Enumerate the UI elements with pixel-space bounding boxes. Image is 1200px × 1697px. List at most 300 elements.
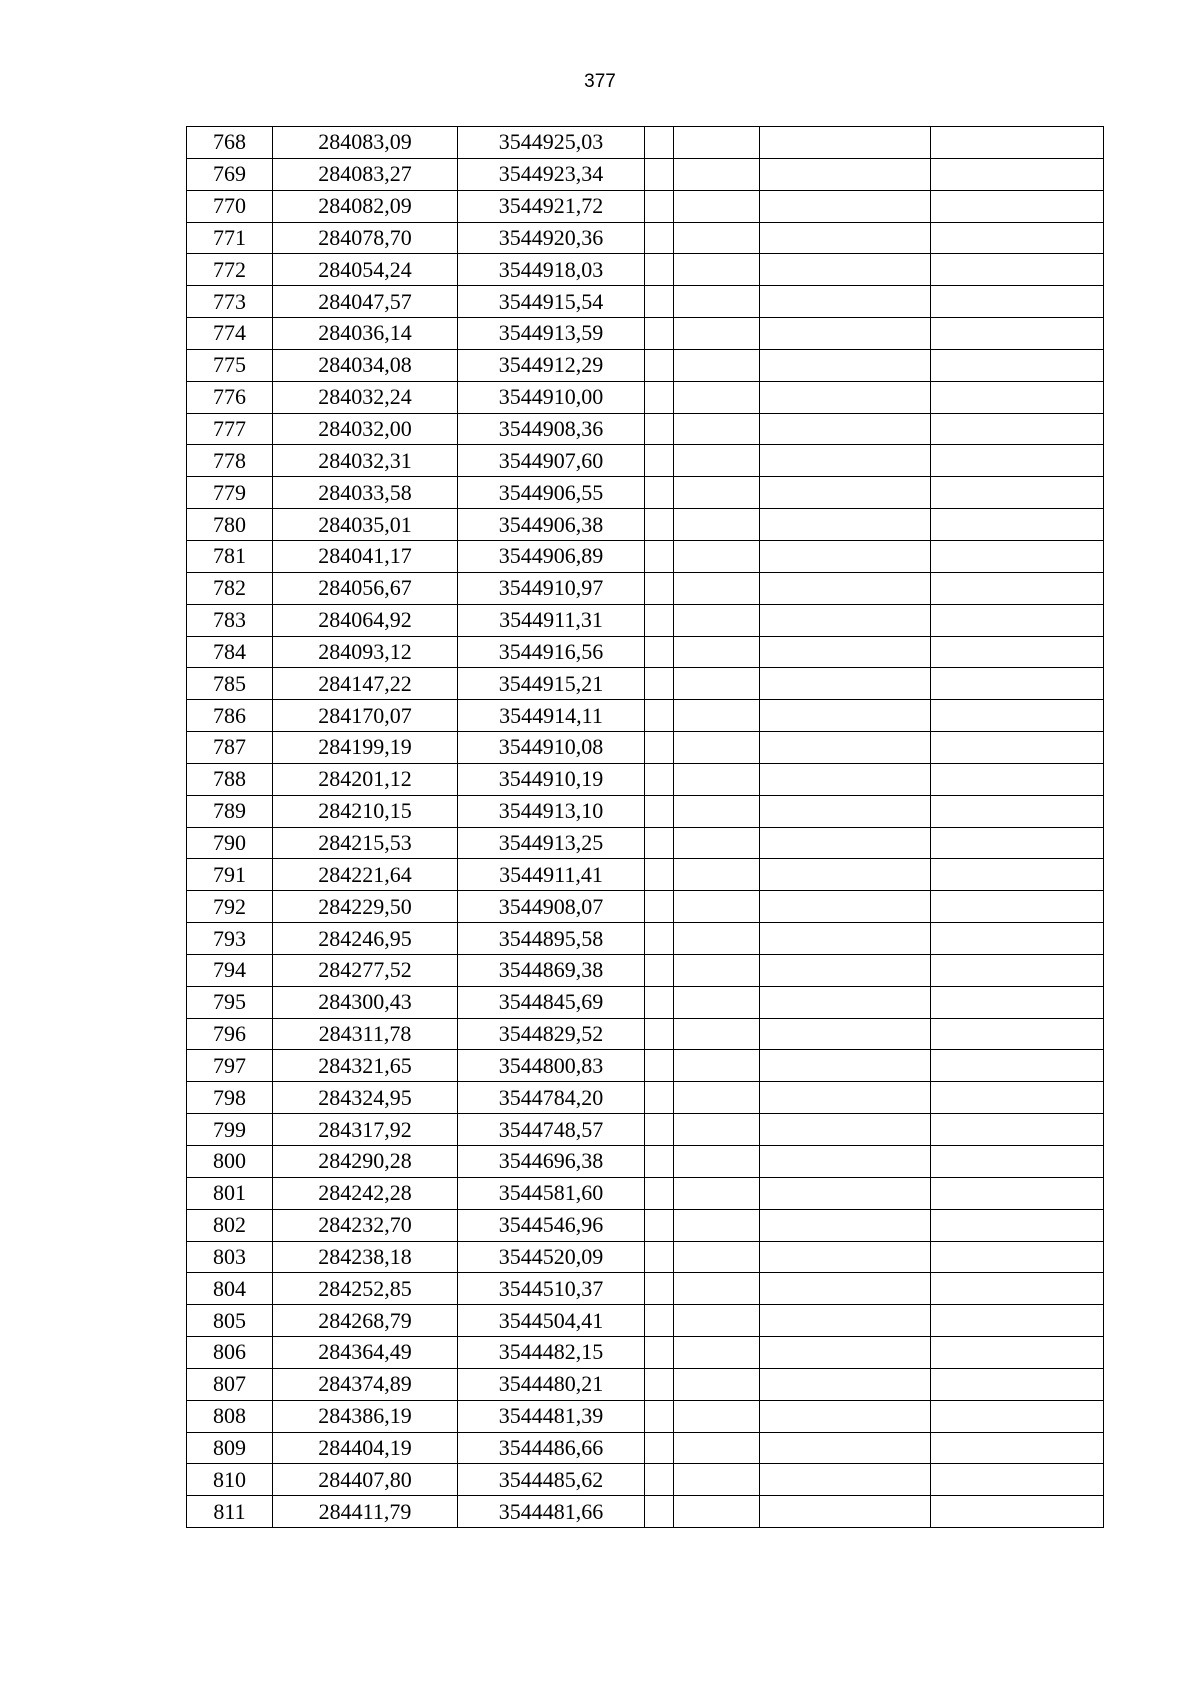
point-number-cell: 769 [187,158,273,190]
x-coordinate-cell: 284056,67 [273,572,458,604]
table-row [187,732,1104,764]
y-coordinate-cell: 3544913,59 [458,318,645,350]
y-coordinate-cell: 3544912,29 [458,349,645,381]
x-coordinate-cell: 284201,12 [273,763,458,795]
point-number-cell: 770 [187,190,273,222]
point-number-cell: 789 [187,795,273,827]
x-coordinate-cell: 284300,43 [273,986,458,1018]
empty-cell [931,923,1104,955]
table-row [187,891,1104,923]
empty-cell [645,636,674,668]
empty-cell [760,954,931,986]
table-row [187,1209,1104,1241]
table-row [187,477,1104,509]
empty-cell [760,318,931,350]
empty-cell [931,1432,1104,1464]
empty-cell [760,349,931,381]
empty-cell [645,891,674,923]
empty-cell [760,1273,931,1305]
table-row [187,1464,1104,1496]
empty-cell [674,1209,760,1241]
empty-cell [674,381,760,413]
x-coordinate-cell: 284311,78 [273,1018,458,1050]
empty-cell [760,1305,931,1337]
table-row [187,859,1104,891]
y-coordinate-cell: 3544910,00 [458,381,645,413]
empty-cell [645,477,674,509]
empty-cell [674,636,760,668]
point-number-cell: 795 [187,986,273,1018]
empty-cell [931,1241,1104,1273]
empty-cell [645,923,674,955]
empty-cell [931,1464,1104,1496]
point-number-cell: 797 [187,1050,273,1082]
x-coordinate-cell: 284252,85 [273,1273,458,1305]
y-coordinate-cell: 3544915,21 [458,668,645,700]
coordinates-table-body [187,127,1104,1528]
empty-cell [674,222,760,254]
empty-cell [931,1496,1104,1528]
empty-cell [760,509,931,541]
empty-cell [931,1400,1104,1432]
empty-cell [674,1400,760,1432]
empty-cell [674,1337,760,1369]
x-coordinate-cell: 284386,19 [273,1400,458,1432]
empty-cell [760,636,931,668]
empty-cell [760,1464,931,1496]
empty-cell [760,604,931,636]
point-number-cell: 788 [187,763,273,795]
point-number-cell: 791 [187,859,273,891]
empty-cell [760,1018,931,1050]
point-number-cell: 806 [187,1337,273,1369]
table-row [187,127,1104,159]
empty-cell [931,1114,1104,1146]
x-coordinate-cell: 284032,00 [273,413,458,445]
empty-cell [674,668,760,700]
table-row [187,222,1104,254]
empty-cell [760,923,931,955]
y-coordinate-cell: 3544908,36 [458,413,645,445]
y-coordinate-cell: 3544481,66 [458,1496,645,1528]
y-coordinate-cell: 3544911,31 [458,604,645,636]
table-row [187,190,1104,222]
x-coordinate-cell: 284246,95 [273,923,458,955]
table-row [187,700,1104,732]
empty-cell [674,1241,760,1273]
table-row [187,1305,1104,1337]
empty-cell [645,763,674,795]
table-row [187,604,1104,636]
empty-cell [645,1464,674,1496]
empty-cell [760,477,931,509]
empty-cell [760,1432,931,1464]
empty-cell [645,445,674,477]
empty-cell [645,254,674,286]
empty-cell [931,1209,1104,1241]
table-row [187,1050,1104,1082]
empty-cell [674,1018,760,1050]
x-coordinate-cell: 284374,89 [273,1368,458,1400]
empty-cell [931,668,1104,700]
point-number-cell: 801 [187,1177,273,1209]
point-number-cell: 780 [187,509,273,541]
empty-cell [645,1305,674,1337]
point-number-cell: 777 [187,413,273,445]
empty-cell [645,795,674,827]
empty-cell [674,1496,760,1528]
empty-cell [760,1496,931,1528]
y-coordinate-cell: 3544910,97 [458,572,645,604]
empty-cell [645,413,674,445]
point-number-cell: 794 [187,954,273,986]
point-number-cell: 805 [187,1305,273,1337]
table-row [187,1177,1104,1209]
point-number-cell: 773 [187,286,273,318]
empty-cell [931,1337,1104,1369]
empty-cell [931,509,1104,541]
table-row [187,254,1104,286]
empty-cell [674,763,760,795]
empty-cell [931,827,1104,859]
empty-cell [931,763,1104,795]
empty-cell [931,1368,1104,1400]
empty-cell [931,1305,1104,1337]
table-row [187,445,1104,477]
table-row [187,381,1104,413]
empty-cell [645,1273,674,1305]
point-number-cell: 768 [187,127,273,159]
y-coordinate-cell: 3544748,57 [458,1114,645,1146]
empty-cell [760,286,931,318]
table-row [187,1082,1104,1114]
table-row [187,1018,1104,1050]
point-number-cell: 808 [187,1400,273,1432]
empty-cell [760,1337,931,1369]
empty-cell [674,413,760,445]
table-row [187,795,1104,827]
y-coordinate-cell: 3544906,38 [458,509,645,541]
x-coordinate-cell: 284321,65 [273,1050,458,1082]
x-coordinate-cell: 284041,17 [273,540,458,572]
empty-cell [674,986,760,1018]
empty-cell [760,859,931,891]
x-coordinate-cell: 284215,53 [273,827,458,859]
empty-cell [760,413,931,445]
empty-cell [674,318,760,350]
empty-cell [674,954,760,986]
empty-cell [931,254,1104,286]
table-row [187,1368,1104,1400]
empty-cell [645,1337,674,1369]
y-coordinate-cell: 3544918,03 [458,254,645,286]
empty-cell [760,254,931,286]
empty-cell [674,1432,760,1464]
y-coordinate-cell: 3544869,38 [458,954,645,986]
empty-cell [674,1114,760,1146]
empty-cell [674,923,760,955]
empty-cell [931,700,1104,732]
y-coordinate-cell: 3544480,21 [458,1368,645,1400]
x-coordinate-cell: 284238,18 [273,1241,458,1273]
empty-cell [760,700,931,732]
empty-cell [760,1177,931,1209]
empty-cell [645,1432,674,1464]
y-coordinate-cell: 3544784,20 [458,1082,645,1114]
empty-cell [760,891,931,923]
table-row [187,827,1104,859]
x-coordinate-cell: 284232,70 [273,1209,458,1241]
x-coordinate-cell: 284317,92 [273,1114,458,1146]
x-coordinate-cell: 284035,01 [273,509,458,541]
empty-cell [645,859,674,891]
empty-cell [760,572,931,604]
x-coordinate-cell: 284324,95 [273,1082,458,1114]
empty-cell [931,891,1104,923]
x-coordinate-cell: 284078,70 [273,222,458,254]
empty-cell [760,795,931,827]
x-coordinate-cell: 284036,14 [273,318,458,350]
table-row [187,1400,1104,1432]
empty-cell [931,954,1104,986]
y-coordinate-cell: 3544921,72 [458,190,645,222]
x-coordinate-cell: 284229,50 [273,891,458,923]
y-coordinate-cell: 3544546,96 [458,1209,645,1241]
x-coordinate-cell: 284210,15 [273,795,458,827]
empty-cell [645,1018,674,1050]
y-coordinate-cell: 3544913,10 [458,795,645,827]
empty-cell [674,859,760,891]
empty-cell [645,1241,674,1273]
empty-cell [674,1146,760,1178]
empty-cell [931,127,1104,159]
y-coordinate-cell: 3544906,89 [458,540,645,572]
empty-cell [760,381,931,413]
empty-cell [674,445,760,477]
empty-cell [760,1241,931,1273]
y-coordinate-cell: 3544910,08 [458,732,645,764]
x-coordinate-cell: 284404,19 [273,1432,458,1464]
x-coordinate-cell: 284268,79 [273,1305,458,1337]
empty-cell [931,859,1104,891]
empty-cell [931,445,1104,477]
table-row [187,1432,1104,1464]
page-number: 377 [584,71,616,92]
table-row [187,540,1104,572]
y-coordinate-cell: 3544510,37 [458,1273,645,1305]
empty-cell [760,827,931,859]
y-coordinate-cell: 3544829,52 [458,1018,645,1050]
point-number-cell: 803 [187,1241,273,1273]
empty-cell [674,1273,760,1305]
table-row [187,413,1104,445]
empty-cell [645,158,674,190]
y-coordinate-cell: 3544920,36 [458,222,645,254]
y-coordinate-cell: 3544908,07 [458,891,645,923]
point-number-cell: 798 [187,1082,273,1114]
empty-cell [760,1209,931,1241]
point-number-cell: 799 [187,1114,273,1146]
empty-cell [674,158,760,190]
point-number-cell: 785 [187,668,273,700]
empty-cell [674,604,760,636]
point-number-cell: 790 [187,827,273,859]
table-row [187,763,1104,795]
empty-cell [674,477,760,509]
point-number-cell: 779 [187,477,273,509]
empty-cell [760,1368,931,1400]
x-coordinate-cell: 284054,24 [273,254,458,286]
empty-cell [931,190,1104,222]
empty-cell [931,636,1104,668]
empty-cell [645,1368,674,1400]
empty-cell [931,413,1104,445]
point-number-cell: 772 [187,254,273,286]
empty-cell [674,700,760,732]
table-row [187,349,1104,381]
empty-cell [674,795,760,827]
y-coordinate-cell: 3544914,11 [458,700,645,732]
empty-cell [931,1018,1104,1050]
empty-cell [760,1114,931,1146]
empty-cell [645,381,674,413]
empty-cell [645,986,674,1018]
empty-cell [760,763,931,795]
y-coordinate-cell: 3544481,39 [458,1400,645,1432]
empty-cell [760,158,931,190]
y-coordinate-cell: 3544486,66 [458,1432,645,1464]
table-row [187,509,1104,541]
empty-cell [645,286,674,318]
empty-cell [931,286,1104,318]
empty-cell [645,1496,674,1528]
empty-cell [760,1050,931,1082]
x-coordinate-cell: 284221,64 [273,859,458,891]
empty-cell [645,1050,674,1082]
point-number-cell: 774 [187,318,273,350]
empty-cell [674,286,760,318]
empty-cell [931,572,1104,604]
x-coordinate-cell: 284032,24 [273,381,458,413]
empty-cell [674,190,760,222]
empty-cell [674,1368,760,1400]
empty-cell [931,1082,1104,1114]
empty-cell [931,349,1104,381]
y-coordinate-cell: 3544696,38 [458,1146,645,1178]
empty-cell [760,1082,931,1114]
x-coordinate-cell: 284199,19 [273,732,458,764]
empty-cell [674,827,760,859]
table-row [187,1273,1104,1305]
empty-cell [760,1146,931,1178]
empty-cell [645,700,674,732]
x-coordinate-cell: 284093,12 [273,636,458,668]
y-coordinate-cell: 3544895,58 [458,923,645,955]
y-coordinate-cell: 3544520,09 [458,1241,645,1273]
point-number-cell: 784 [187,636,273,668]
table-row [187,923,1104,955]
point-number-cell: 800 [187,1146,273,1178]
empty-cell [645,572,674,604]
empty-cell [931,1177,1104,1209]
empty-cell [674,1464,760,1496]
empty-cell [645,1114,674,1146]
x-coordinate-cell: 284242,28 [273,1177,458,1209]
empty-cell [760,668,931,700]
empty-cell [674,891,760,923]
empty-cell [760,190,931,222]
empty-cell [645,827,674,859]
empty-cell [674,1082,760,1114]
y-coordinate-cell: 3544925,03 [458,127,645,159]
y-coordinate-cell: 3544482,15 [458,1337,645,1369]
empty-cell [674,127,760,159]
empty-cell [931,158,1104,190]
y-coordinate-cell: 3544800,83 [458,1050,645,1082]
table-row [187,954,1104,986]
point-number-cell: 810 [187,1464,273,1496]
empty-cell [674,349,760,381]
empty-cell [931,318,1104,350]
x-coordinate-cell: 284034,08 [273,349,458,381]
y-coordinate-cell: 3544504,41 [458,1305,645,1337]
table-row [187,1114,1104,1146]
table-row [187,636,1104,668]
empty-cell [645,1146,674,1178]
x-coordinate-cell: 284033,58 [273,477,458,509]
table-row [187,158,1104,190]
y-coordinate-cell: 3544911,41 [458,859,645,891]
empty-cell [931,1146,1104,1178]
empty-cell [645,509,674,541]
y-coordinate-cell: 3544845,69 [458,986,645,1018]
empty-cell [931,732,1104,764]
empty-cell [931,986,1104,1018]
empty-cell [674,572,760,604]
point-number-cell: 793 [187,923,273,955]
table-row [187,986,1104,1018]
empty-cell [931,1050,1104,1082]
empty-cell [931,222,1104,254]
empty-cell [931,381,1104,413]
x-coordinate-cell: 284170,07 [273,700,458,732]
empty-cell [760,1400,931,1432]
empty-cell [645,318,674,350]
y-coordinate-cell: 3544907,60 [458,445,645,477]
empty-cell [760,127,931,159]
x-coordinate-cell: 284083,09 [273,127,458,159]
empty-cell [645,1082,674,1114]
empty-cell [760,222,931,254]
table-row [187,1337,1104,1369]
x-coordinate-cell: 284407,80 [273,1464,458,1496]
point-number-cell: 771 [187,222,273,254]
y-coordinate-cell: 3544923,34 [458,158,645,190]
table-row [187,668,1104,700]
point-number-cell: 783 [187,604,273,636]
x-coordinate-cell: 284064,92 [273,604,458,636]
table-row [187,318,1104,350]
empty-cell [645,190,674,222]
x-coordinate-cell: 284032,31 [273,445,458,477]
empty-cell [645,222,674,254]
empty-cell [674,732,760,764]
empty-cell [645,954,674,986]
y-coordinate-cell: 3544485,62 [458,1464,645,1496]
table-row [187,1496,1104,1528]
x-coordinate-cell: 284290,28 [273,1146,458,1178]
table-row [187,572,1104,604]
